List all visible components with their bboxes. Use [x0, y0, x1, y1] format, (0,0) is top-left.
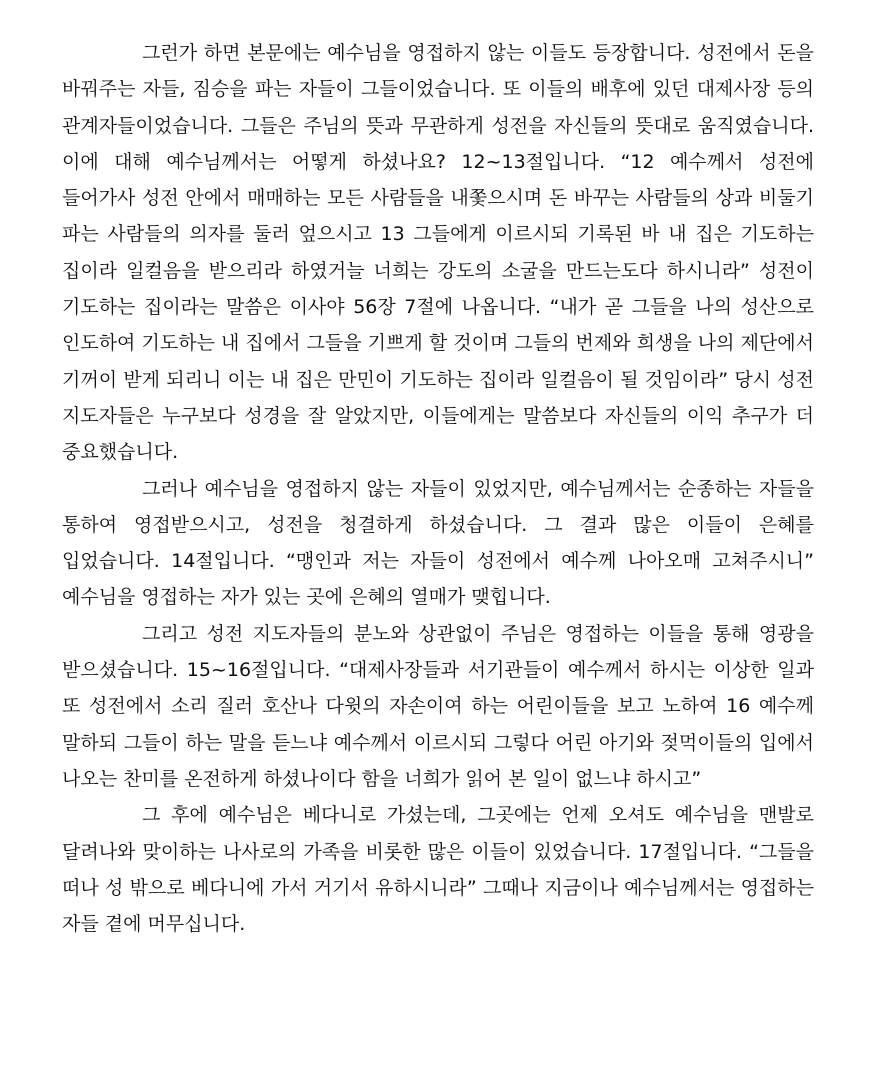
document-body: [62, 35, 814, 942]
paragraph-2: 그러나 예수님을 영접하지 않는 자들이 있었지만, 예수님께서는 순종하는 자들을 통하여 영접받으시고, 성전을 청결하게 하셨습니다. 그 결과 많은 이들이 은혜를 입었습니다. 14절입니다. “맹인과 저는 자들이 성전에서 예수께 나아오매 고쳐주시니” 예수님을 영접하는 자가 있는 곳에 은혜의 열매가 맺힙니다.: [62, 477, 814, 609]
paragraph-4: 그 후에 예수님은 베다니로 가셨는데, 그곳에는 언제 오셔도 예수님을 맨발로 달려나와 맞이하는 나사로의 가족을 비롯한 많은 이들이 있었습니다. 17절입니다. “그들을 떠나 성 밖으로 베다니에 가서 거기서 유하시니라” 그때나 지금이나 예수님께서는 영접하는 자들 곁에 머무십니다.: [62, 804, 814, 936]
paragraph-1: 그런가 하면 본문에는 예수님을 영접하지 않는 이들도 등장합니다. 성전에서 돈을 바꿔주는 자들, 짐승을 파는 자들이 그들이었습니다. 또 이들의 배후에 있던 대제사장 등의 관계자들이었습니다. 그들은 주님의 뜻과 무관하게 성전을 자신들의 뜻대로 움직였습니다. 이에 대해 예수님께서는 어떻게 하셨나요? 12~13절입니다. “12 예수께서 성전에 들어가사 성전 안에서 매매하는 모든 사람들을 내쫓으시며 돈 바꾸는 사람들의 상과 비둘기 파는 사람들의 의자를 둘러 엎으시고 13 그들에게 이르시되 기록된 바 내 집은 기도하는 집이라 일컬음을 받으리라 하였거늘 너희는 강도의 소굴을 만드는도다 하시니라” 성전이 기도하는 집이라는 말씀은 이사야 56장 7절에 나옵니다. “내가 곧 그들을 나의 성산으로 인도하여 기도하는 내 집에서 그들을 기쁘게 할 것이며 그들의 번제와 희생을 나의 제단에서 기꺼이 받게 되리니 이는 내 집은 만민이 기도하는 집이라 일컬음이 될 것임이라” 당시 성전 지도자들은 누구보다 성경을 잘 알았지만, 이들에게는 말씀보다 자신들의 이익 추구가 더 중요했습니다.: [62, 42, 814, 464]
paragraph-3: 그리고 성전 지도자들의 분노와 상관없이 주님은 영접하는 이들을 통해 영광을 받으셨습니다. 15~16절입니다. “대제사장들과 서기관들이 예수께서 하시는 이상한 일과 또 성전에서 소리 질러 호산나 다윗의 자손이여 하는 어린이들을 보고 노하여 16 예수께 말하되 그들이 하는 말을 듣느냐 예수께서 이르시되 그렇다 어린 아기와 젖먹이들의 입에서 나오는 찬미를 온전하게 하셨나이다 함을 너희가 읽어 본 일이 없느냐 하시고”: [62, 622, 814, 790]
